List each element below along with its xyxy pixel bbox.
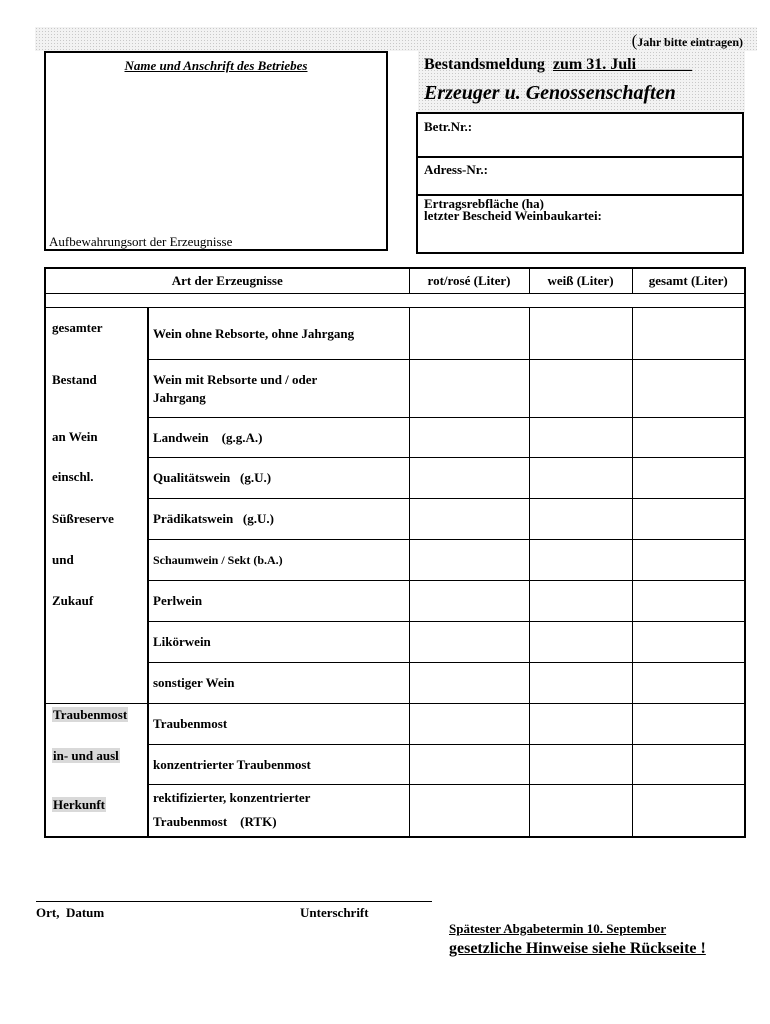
stock-table (44, 267, 746, 838)
gesamt-cell[interactable] (632, 499, 745, 540)
address-title: Name und Anschrift des Betriebes (124, 58, 308, 73)
gesamt-cell[interactable] (632, 418, 745, 458)
table-row (45, 663, 745, 704)
gesamt-cell[interactable] (632, 745, 745, 785)
rot-cell[interactable] (409, 785, 529, 837)
rot-cell[interactable] (409, 418, 529, 458)
weiss-cell[interactable] (529, 499, 632, 540)
rot-cell[interactable] (409, 745, 529, 785)
gesamt-cell[interactable] (632, 540, 745, 581)
id-box (416, 112, 744, 254)
side-label: Zukauf (52, 593, 94, 608)
header-rot: rot/rosé (Liter) (409, 268, 529, 294)
row-label: Traubenmost (148, 704, 409, 745)
row-label: Landwein (g.g.A.) (148, 418, 409, 458)
gesamt-cell[interactable] (632, 622, 745, 663)
weiss-cell[interactable] (529, 540, 632, 581)
side-label: und (52, 552, 74, 567)
weiss-cell[interactable] (529, 360, 632, 418)
gesamt-cell[interactable] (632, 360, 745, 418)
weiss-cell[interactable] (529, 308, 632, 360)
table-row (45, 458, 745, 499)
spacer-row (45, 294, 745, 308)
rot-cell[interactable] (409, 360, 529, 418)
rot-cell[interactable] (409, 540, 529, 581)
row-label: konzentrierter Traubenmost (148, 745, 409, 785)
report-title: Bestandsmeldung zum 31. Juli_______ (424, 56, 693, 73)
weiss-cell[interactable] (529, 458, 632, 499)
gesamt-cell[interactable] (632, 785, 745, 837)
side-label: an Wein (52, 429, 98, 444)
gesamt-cell[interactable] (632, 581, 745, 622)
year-note: (Jahr bitte eintragen) (631, 31, 743, 50)
table-header-row (45, 268, 745, 294)
table-row (45, 418, 745, 458)
address-box[interactable] (44, 51, 388, 251)
table-row (45, 745, 745, 785)
rot-cell[interactable] (409, 308, 529, 360)
report-date[interactable]: zum 31. Juli_______ (552, 56, 693, 73)
gesamt-cell[interactable] (632, 458, 745, 499)
rot-cell[interactable] (409, 499, 529, 540)
table-row (45, 581, 745, 622)
rot-cell[interactable] (409, 581, 529, 622)
deadline-note: Spätester Abgabetermin 10. September (449, 921, 667, 936)
table-row (45, 540, 745, 581)
table-row (45, 622, 745, 663)
row-label: Likörwein (148, 622, 409, 663)
rot-cell[interactable] (409, 458, 529, 499)
storage-label: Aufbewahrungsort der Erzeugnisse (49, 234, 233, 249)
report-header (418, 51, 745, 113)
side-label: gesamter (52, 320, 103, 335)
rot-cell[interactable] (409, 704, 529, 745)
gesamt-cell[interactable] (632, 663, 745, 704)
weiss-cell[interactable] (529, 704, 632, 745)
weiss-cell[interactable] (529, 622, 632, 663)
side-label: Traubenmost (53, 707, 128, 722)
weiss-cell[interactable] (529, 418, 632, 458)
weiss-cell[interactable] (529, 785, 632, 837)
weiss-cell[interactable] (529, 663, 632, 704)
legal-note: gesetzliche Hinweise siehe Rückseite ! (449, 940, 706, 957)
side-label: Bestand (52, 372, 97, 387)
betr-nr-field[interactable]: Betr.Nr.: (418, 114, 742, 158)
table-row (45, 704, 745, 745)
ort-datum-label: Ort, Datum (36, 905, 105, 920)
top-band (35, 27, 757, 51)
side-label: Herkunft (53, 797, 105, 812)
side-label: in- und ausl (53, 748, 119, 763)
weiss-cell[interactable] (529, 581, 632, 622)
rot-cell[interactable] (409, 663, 529, 704)
adress-nr-field[interactable]: Adress-Nr.: (418, 158, 742, 196)
row-label: Perlwein (148, 581, 409, 622)
signature-label: Unterschrift (300, 905, 369, 920)
side-label: Süßreserve (52, 511, 114, 526)
rot-cell[interactable] (409, 622, 529, 663)
weiss-cell[interactable] (529, 745, 632, 785)
table-row (45, 360, 745, 418)
row-label: Wein ohne Rebsorte, ohne Jahrgang (148, 308, 409, 360)
header-weiss: weiß (Liter) (529, 268, 632, 294)
row-label: Schaumwein / Sekt (b.A.) (148, 540, 409, 581)
wine-side-cell (45, 308, 148, 704)
ertrag-field[interactable]: Ertragsrebfläche (ha) letzter Bescheid Weinbaukartei: (424, 196, 602, 223)
row-label: Wein mit Rebsorte und / oder Jahrgang (148, 360, 409, 418)
header-art: Art der Erzeugnisse (45, 268, 409, 294)
row-label: sonstiger Wein (148, 663, 409, 704)
row-label: Qualitätswein (g.U.) (148, 458, 409, 499)
signature-line[interactable] (36, 901, 432, 902)
gesamt-cell[interactable] (632, 308, 745, 360)
table-row (45, 499, 745, 540)
header-gesamt: gesamt (Liter) (632, 268, 745, 294)
table-row (45, 308, 745, 360)
gesamt-cell[interactable] (632, 704, 745, 745)
row-label: rektifizierter, konzentrierter Traubenmost (RTK) (148, 785, 409, 837)
must-side-cell (45, 704, 148, 837)
table-row (45, 785, 745, 837)
side-label: einschl. (52, 469, 94, 484)
producer-title: Erzeuger u. Genossenschaften (424, 82, 676, 104)
row-label: Prädikatswein (g.U.) (148, 499, 409, 540)
